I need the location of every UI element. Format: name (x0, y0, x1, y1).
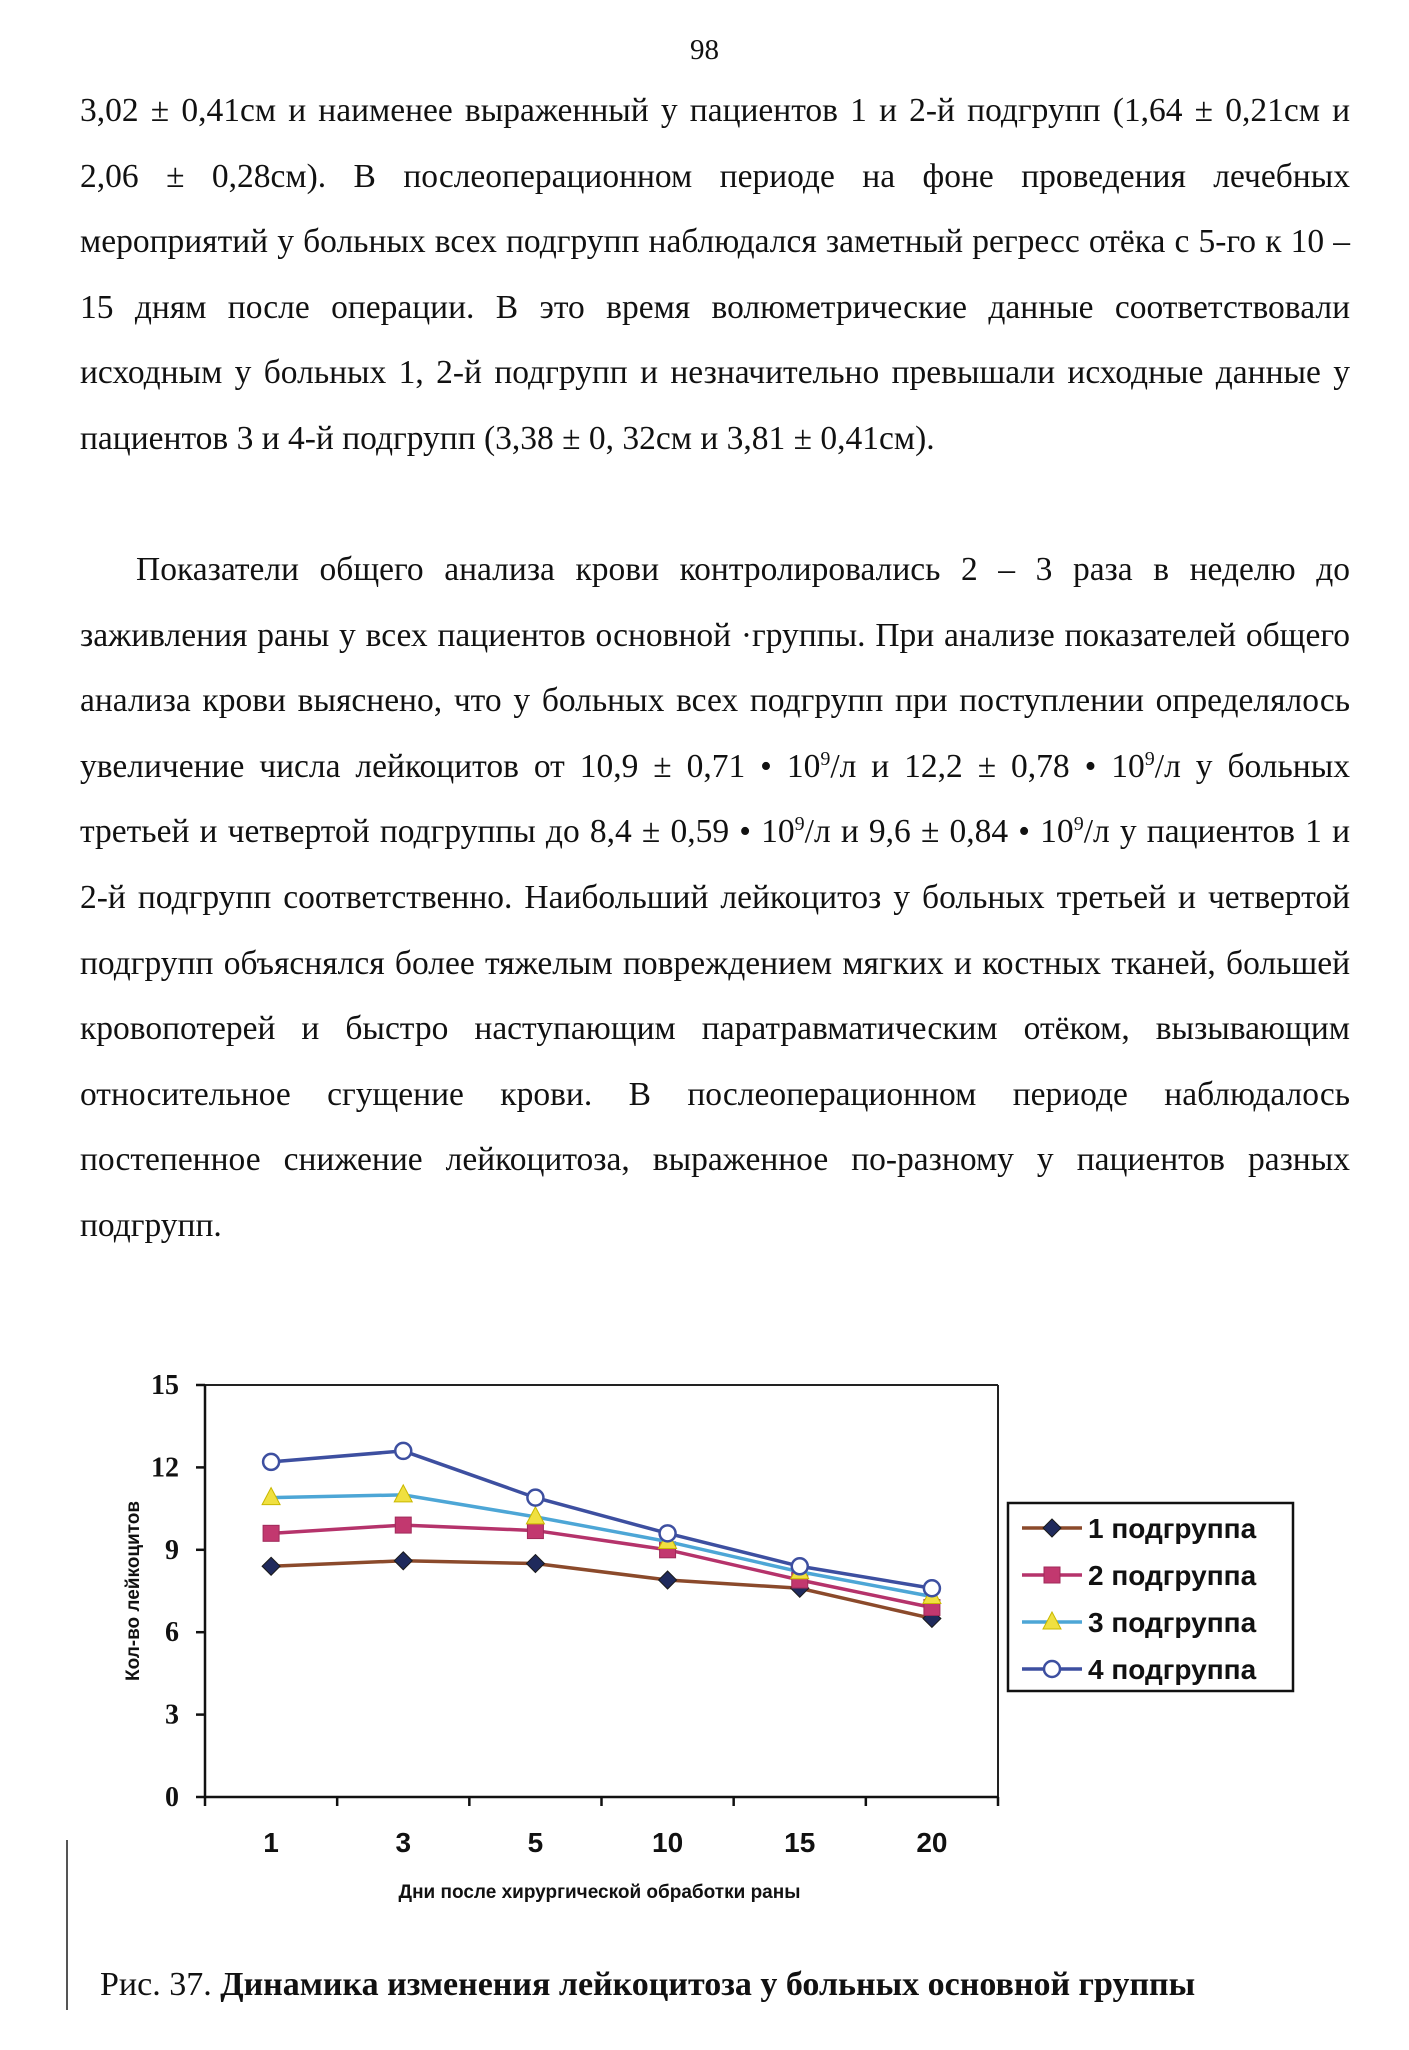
superscript-3: 9 (794, 813, 805, 836)
x-tick-label: 1 (263, 1827, 279, 1858)
data-point (395, 1443, 411, 1459)
data-point (527, 1490, 543, 1506)
data-point (263, 1525, 279, 1541)
paragraph-2-text-4: /л и 9,6 ± 0,84 • 10 (804, 813, 1074, 851)
legend-marker (1044, 1567, 1060, 1583)
page-number: 98 (690, 34, 719, 66)
y-tick-label: 0 (165, 1782, 179, 1813)
leukocyte-line-chart (0, 1360, 1409, 1920)
paragraph-2-text-1: Показатели общего анализа крови контролировались 2 – 3 раза в неделю до заживления раны у всех пациентов основной ·группы. При анализе показателей общего анализа крови выяснено, что у больных всех подгрупп при поступлении определялось увеличение числа лейкоцитов от 10,9 ± 0,71 • 10 (80, 551, 1350, 785)
legend-label: 3 подгруппа (1088, 1607, 1257, 1638)
series-3 (262, 1485, 941, 1604)
legend-label: 2 подгруппа (1088, 1560, 1257, 1591)
data-point (792, 1558, 808, 1574)
x-tick-label: 10 (652, 1827, 684, 1858)
paragraph-2-text-5: /л у пациентов 1 и 2-й подгрупп соответственно. Наибольший лейкоцитоз у больных третьей и четвертой подгрупп объяснялся более тяжелым повреждением мягких и костных тканей, большей кровопотерей и быстро наступающим паратравматическим отёком, вызывающим относительное сгущение крови. В послеоперационном периоде наблюдалось постепенное снижение лейкоцитоза, выраженное по-разному у пациентов разных подгрупп. (80, 813, 1351, 1244)
superscript-4: 9 (1073, 813, 1084, 836)
y-tick-label: 3 (165, 1699, 179, 1731)
paragraph-2-text-2: /л и 12,2 ± 0,78 • 10 (830, 747, 1145, 785)
series-2 (263, 1517, 940, 1615)
superscript-1: 9 (820, 747, 831, 770)
x-tick-label: 5 (527, 1827, 544, 1858)
y-axis (151, 1370, 205, 1813)
caption-label: Рис. 37. (100, 1966, 212, 2003)
legend-marker (1044, 1661, 1060, 1677)
series-line (271, 1561, 932, 1619)
y-tick-label: 9 (165, 1534, 179, 1566)
x-axis-title: Дни после хирургической обработки раны (398, 1882, 801, 1903)
data-point (527, 1523, 543, 1539)
data-point (660, 1525, 676, 1541)
y-axis-title: Кол-во лейкоцитов (123, 1500, 144, 1682)
data-point (526, 1555, 544, 1573)
series-line (271, 1495, 932, 1597)
y-tick-label: 15 (151, 1370, 179, 1401)
paragraph-1: 3,02 ± 0,41см и наименее выраженный у пациентов 1 и 2-й подгрупп (1,64 ± 0,21см и 2,06 ± 0,28см). В послеоперационном периоде на фоне проведения лечебных мероприятий у больных всех подгрупп наблюдался заметный регресс отёка с 5-го к 10 – 15 дням после операции. В это время волюметрические данные соответствовали исходным у больных 1, 2-й подгрупп и незначительно превышали исходные данные у пациентов 3 и 4-й подгрупп (3,38 ± 0, 32см и 3,81 ± 0,41см). (80, 92, 1350, 457)
caption-title: Динамика изменения лейкоцитоза у больных основной группы (220, 1966, 1196, 2003)
data-point (394, 1552, 412, 1570)
x-axis (205, 1797, 998, 1858)
superscript-2: 9 (1144, 747, 1155, 770)
y-tick-label: 6 (165, 1617, 179, 1649)
legend-label: 1 подгруппа (1088, 1513, 1257, 1544)
figure-caption (100, 1966, 1195, 2004)
x-tick-label: 15 (784, 1827, 816, 1858)
paragraph-2-text-3: /л у больных третьей и четвертой подгруппы до 8,4 ± 0,59 • 10 (80, 747, 1350, 851)
plot-frame (205, 1385, 998, 1797)
data-point (262, 1557, 280, 1575)
data-point (263, 1454, 279, 1470)
series-line (271, 1451, 932, 1588)
paragraph-2 (80, 537, 1350, 1259)
data-point (924, 1580, 940, 1596)
data-point (395, 1517, 411, 1533)
data-point (659, 1571, 677, 1589)
x-tick-label: 3 (395, 1827, 412, 1858)
x-tick-label: 20 (916, 1827, 948, 1858)
legend-label: 4 подгруппа (1088, 1654, 1257, 1685)
legend (1008, 1503, 1293, 1691)
scan-edge-line (66, 1840, 68, 2010)
series-lines (262, 1443, 941, 1628)
y-tick-label: 12 (151, 1452, 179, 1484)
